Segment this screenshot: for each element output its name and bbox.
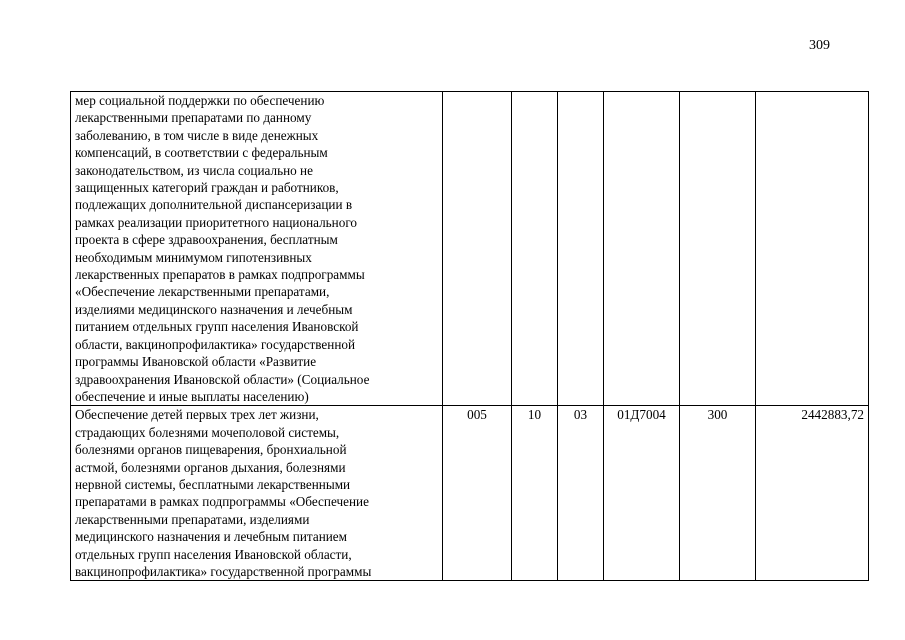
row-subsection-code: 03 bbox=[558, 406, 604, 581]
page-number: 309 bbox=[809, 38, 830, 53]
row-expense-type: 300 bbox=[680, 406, 756, 581]
row-target-article: 01Д7004 bbox=[604, 406, 680, 581]
table-row bbox=[71, 406, 869, 581]
budget-table bbox=[70, 91, 869, 581]
row-target-article bbox=[604, 92, 680, 406]
row-description: мер социальной поддержки по обеспечению лекарственными препаратами по данному заболеванию, в том числе в виде денежных компенсаций, в соответствии с федеральным законодательством, из числа социально не защищенных категорий граждан и работников, подлежащих дополнительной диспансеризации в рамках реализации приоритетного национального проекта в сфере здравоохранения, бесплатным необходимым минимумом гипотензивных лекарственных препаратов в рамках подпрограммы «Обеспечение лекарственными препаратами, изделиями медицинского назначения и лечебным питанием отдельных групп населения Ивановской области, вакцинопрофилактика» государственной программы Ивановской области «Развитие здравоохранения Ивановской области» (Социальное обеспечение и иные выплаты населению) bbox=[71, 92, 443, 406]
row-amount: 2442883,72 bbox=[756, 406, 869, 581]
table-row bbox=[71, 92, 869, 406]
row-amount bbox=[756, 92, 869, 406]
row-section-code: 10 bbox=[512, 406, 558, 581]
row-subsection-code bbox=[558, 92, 604, 406]
row-description: Обеспечение детей первых трех лет жизни, страдающих болезнями мочеполовой системы, болезнями органов пищеварения, бронхиальной астмой, болезнями органов дыхания, болезнями нервной системы, бесплатными лекарственными препаратами в рамках подпрограммы «Обеспечение лекарственными препаратами, изделиями медицинского назначения и лечебным питанием отдельных групп населения Ивановской области, вакцинопрофилактика» государственной программы bbox=[71, 406, 443, 581]
row-grbs-code bbox=[443, 92, 512, 406]
row-section-code bbox=[512, 92, 558, 406]
row-expense-type bbox=[680, 92, 756, 406]
row-grbs-code: 005 bbox=[443, 406, 512, 581]
